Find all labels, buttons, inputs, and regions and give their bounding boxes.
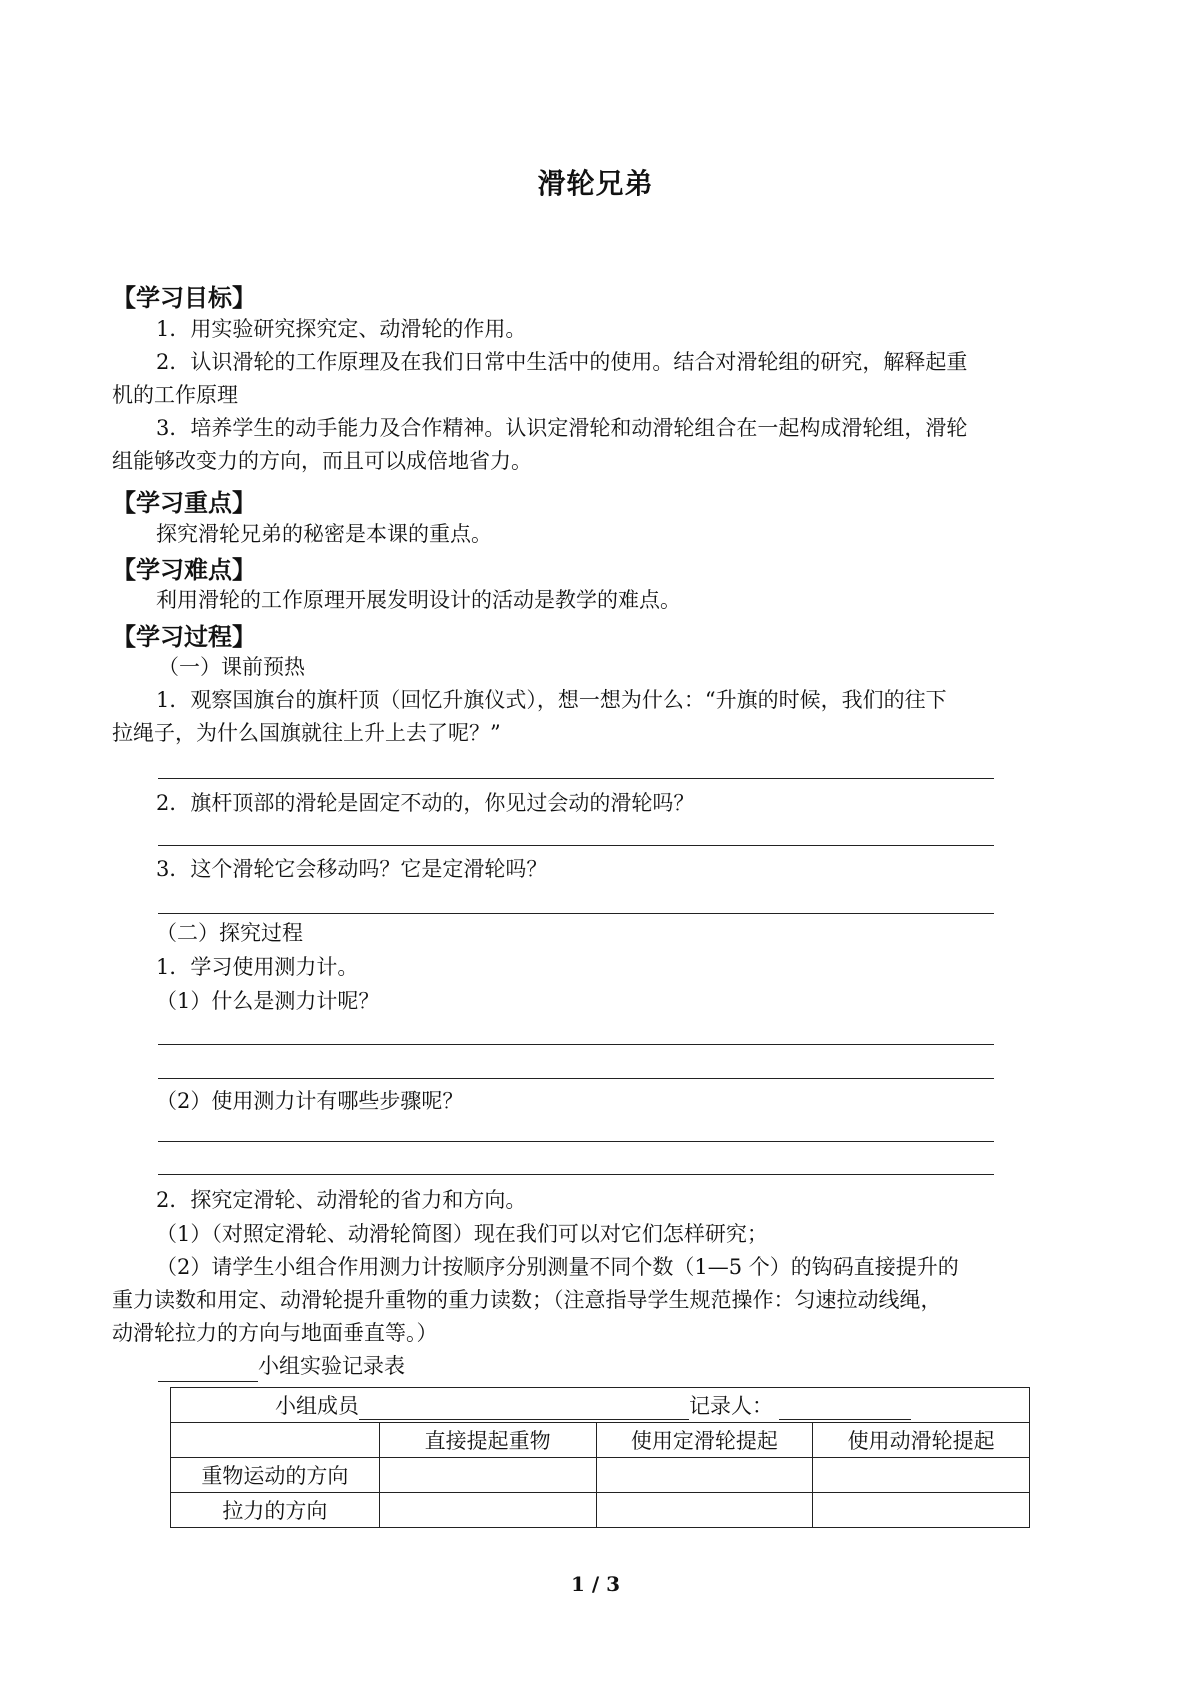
answer-line [158, 1078, 994, 1079]
table-row [171, 1458, 1030, 1493]
table-cell [379, 1493, 596, 1528]
answer-line [158, 913, 994, 914]
answer-line [158, 778, 994, 779]
page-number: 1 / 3 [570, 1572, 621, 1596]
goal-item-3-cont: 组能够改变力的方向，而且可以成倍地省力。 [112, 449, 532, 473]
table-header-row [171, 1423, 1030, 1458]
section-heading-goals: 【学习目标】 [112, 284, 256, 312]
question-2: 2．旗杆顶部的滑轮是固定不动的，你见过会动的滑轮吗？ [156, 791, 695, 815]
step-2-question-2-cont: 重力读数和用定、动滑轮提升重物的重力读数；（注意指导学生规范操作：匀速拉动线绳， [112, 1288, 942, 1312]
step-1-question-2: （2）使用测力计有哪些步骤呢？ [156, 1089, 464, 1113]
table-header-cell [171, 1423, 380, 1458]
question-1: 1．观察国旗台的旗杆顶（回忆升旗仪式），想一想为什么：“升旗的时候，我们的往下 [156, 688, 947, 712]
table-cell: 重物运动的方向 [171, 1458, 380, 1493]
answer-line [158, 1174, 994, 1175]
step-1: 1．学习使用测力计。 [156, 955, 359, 979]
section-heading-process: 【学习过程】 [112, 623, 256, 651]
page-title: 滑轮兄弟 [537, 167, 654, 200]
recorder-label: 记录人： [689, 1394, 773, 1418]
key-text: 探究滑轮兄弟的秘密是本课的重点。 [156, 522, 492, 546]
goal-item-3: 3．培养学生的动手能力及合作精神。认识定滑轮和动滑轮组合在一起构成滑轮组，滑轮 [156, 416, 968, 440]
table-header-cell: 使用动滑轮提起 [813, 1423, 1030, 1458]
table-header-cell: 使用定滑轮提起 [596, 1423, 813, 1458]
step-2-question-1: （1）（对照定滑轮、动滑轮简图）现在我们可以对它们怎样研究； [156, 1222, 768, 1246]
answer-line [158, 1044, 994, 1045]
record-table [170, 1387, 1030, 1528]
step-2-question-2-cont: 动滑轮拉力的方向与地面垂直等。） [112, 1321, 438, 1345]
step-2-question-2: （2）请学生小组合作用测力计按顺序分别测量不同个数（1—5 个）的钩码直接提升的 [156, 1255, 959, 1279]
table-cell: 拉力的方向 [171, 1493, 380, 1528]
table-cell [379, 1458, 596, 1493]
goal-item-2-cont: 机的工作原理 [112, 383, 238, 407]
table-caption [158, 1350, 405, 1382]
part2-title: （二）探究过程 [156, 921, 303, 945]
members-label: 小组成员 [275, 1394, 359, 1418]
members-blank [359, 1395, 689, 1420]
recorder-blank [779, 1395, 911, 1420]
section-heading-key: 【学习重点】 [112, 489, 256, 517]
group-name-blank [158, 1359, 258, 1382]
question-1-cont: 拉绳子，为什么国旗就往上升上去了呢？” [112, 721, 501, 745]
answer-line [158, 845, 994, 846]
answer-line [158, 1141, 994, 1142]
step-1-question-1: （1）什么是测力计呢？ [156, 989, 380, 1013]
question-3: 3．这个滑轮它会移动吗？它是定滑轮吗？ [156, 857, 548, 881]
table-caption-text: 小组实验记录表 [258, 1354, 405, 1378]
table-cell [596, 1458, 813, 1493]
part1-title: （一）课前预热 [158, 655, 305, 679]
table-header-cell: 直接提起重物 [379, 1423, 596, 1458]
table-members-row [171, 1388, 1030, 1423]
difficulty-text: 利用滑轮的工作原理开展发明设计的活动是教学的难点。 [156, 588, 681, 612]
table-row [171, 1493, 1030, 1528]
step-2: 2．探究定滑轮、动滑轮的省力和方向。 [156, 1188, 527, 1212]
table-cell [813, 1493, 1030, 1528]
section-heading-difficulty: 【学习难点】 [112, 556, 256, 584]
goal-item-2: 2．认识滑轮的工作原理及在我们日常中生活中的使用。结合对滑轮组的研究，解释起重 [156, 350, 968, 374]
table-cell [596, 1493, 813, 1528]
goal-item-1: 1．用实验研究探究定、动滑轮的作用。 [156, 317, 527, 341]
table-cell [813, 1458, 1030, 1493]
